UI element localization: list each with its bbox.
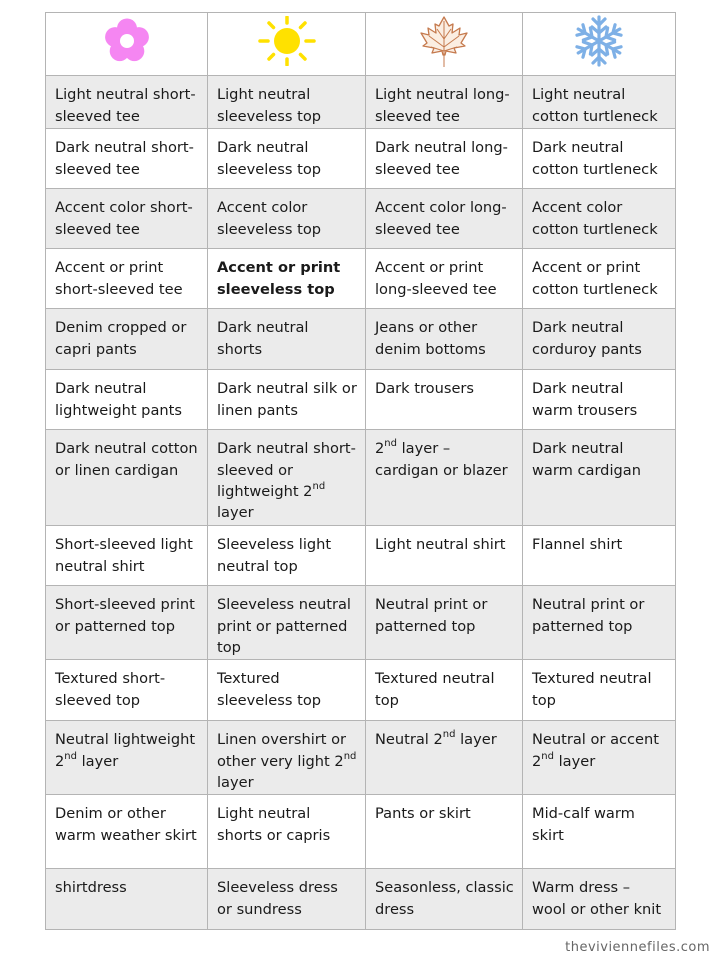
ordinal-suffix: nd xyxy=(64,750,77,762)
table-cell: Denim or other warm weather skirt xyxy=(46,795,208,869)
snowflake-icon xyxy=(571,13,627,69)
autumn-header-cell xyxy=(366,13,523,76)
cell-text: layer xyxy=(217,773,254,791)
ordinal-suffix: nd xyxy=(442,729,456,741)
table-cell: Accent color sleeveless top xyxy=(208,189,366,249)
table-cell xyxy=(366,721,523,795)
table-cell xyxy=(208,430,366,526)
table-cell xyxy=(46,721,208,795)
table-cell: Dark neutral cotton or linen cardigan xyxy=(46,430,208,526)
table-cell: Sleeveless light neutral top xyxy=(208,526,366,586)
table-cell: Neutral print or patterned top xyxy=(523,586,676,660)
table-cell: Accent color long-sleeved tee xyxy=(366,189,523,249)
table-cell: shirtdress xyxy=(46,869,208,930)
table-cell: Light neutral cotton turtleneck xyxy=(523,76,676,129)
table-row xyxy=(46,526,676,586)
cell-text: Neutral 2 xyxy=(375,731,443,749)
table-cell: Accent or print short-sleeved tee xyxy=(46,249,208,309)
cell-text: layer xyxy=(76,752,119,770)
ordinal-suffix: nd xyxy=(343,750,357,762)
table-cell: Accent color short-sleeved tee xyxy=(46,189,208,249)
table-cell: Denim cropped or capri pants xyxy=(46,309,208,370)
cell-text: Linen overshirt or other very light 2 xyxy=(217,731,347,770)
table-row xyxy=(46,795,676,869)
table-row xyxy=(46,189,676,249)
cell-text: 2 xyxy=(375,440,385,458)
table-cell xyxy=(208,721,366,795)
cell-text: layer – cardigan or blazer xyxy=(375,440,508,479)
table-cell: Accent or print long-sleeved tee xyxy=(366,249,523,309)
flower-icon xyxy=(101,15,153,67)
table-row xyxy=(46,309,676,370)
table-cell: Light neutral sleeveless top xyxy=(208,76,366,129)
site-watermark: theviviennefiles.com xyxy=(565,940,710,955)
table-cell: Pants or skirt xyxy=(366,795,523,869)
sun-icon xyxy=(258,16,316,66)
table-cell: Dark neutral sleeveless top xyxy=(208,129,366,189)
winter-header-cell xyxy=(523,13,676,76)
table-cell: Light neutral shirt xyxy=(366,526,523,586)
table-row xyxy=(46,129,676,189)
table-cell: Accent or print cotton turtleneck xyxy=(523,249,676,309)
leaf-icon xyxy=(418,13,470,69)
table-cell: Light neutral long-sleeved tee xyxy=(366,76,523,129)
table-cell: Textured neutral top xyxy=(366,660,523,721)
table-cell: Flannel shirt xyxy=(523,526,676,586)
table-cell: Neutral print or patterned top xyxy=(366,586,523,660)
cell-text: layer xyxy=(217,504,254,522)
table-cell: Short-sleeved light neutral shirt xyxy=(46,526,208,586)
table-cell: Short-sleeved print or patterned top xyxy=(46,586,208,660)
table-row xyxy=(46,76,676,129)
table-cell: Light neutral short-sleeved tee xyxy=(46,76,208,129)
cell-text: Neutral lightweight 2 xyxy=(55,731,196,770)
table-cell: Dark neutral lightweight pants xyxy=(46,370,208,430)
season-icon-row xyxy=(46,13,676,76)
capsule-wardrobe-table xyxy=(45,12,676,930)
table-cell xyxy=(523,721,676,795)
table-cell: Textured neutral top xyxy=(523,660,676,721)
table-cell: Dark neutral corduroy pants xyxy=(523,309,676,370)
table-cell: Light neutral shorts or capris xyxy=(208,795,366,869)
table-cell: Accent color cotton turtleneck xyxy=(523,189,676,249)
table-cell: Dark neutral long-sleeved tee xyxy=(366,129,523,189)
table-cell: Dark trousers xyxy=(366,370,523,430)
table-cell: Seasonless, classic dress xyxy=(366,869,523,930)
cell-text: layer xyxy=(553,752,596,770)
cell-text: Neutral or accent 2 xyxy=(532,731,660,770)
table-row xyxy=(46,721,676,795)
table-cell: Sleeveless neutral print or patterned top xyxy=(208,586,366,660)
table-cell: Textured short-sleeved top xyxy=(46,660,208,721)
table-cell: Dark neutral short-sleeved tee xyxy=(46,129,208,189)
table-cell: Jeans or other denim bottoms xyxy=(366,309,523,370)
table-row xyxy=(46,586,676,660)
table-cell xyxy=(208,249,366,309)
table-cell xyxy=(366,430,523,526)
table-row xyxy=(46,869,676,930)
ordinal-suffix: nd xyxy=(384,438,397,450)
cell-text: layer xyxy=(455,731,497,749)
summer-header-cell xyxy=(208,13,366,76)
table-cell: Mid-calf warm skirt xyxy=(523,795,676,869)
table-cell: Dark neutral shorts xyxy=(208,309,366,370)
table-cell: Dark neutral cotton turtleneck xyxy=(523,129,676,189)
table-cell: Dark neutral warm trousers xyxy=(523,370,676,430)
ordinal-suffix: nd xyxy=(541,750,554,762)
table-row xyxy=(46,660,676,721)
table-cell: Dark neutral silk or linen pants xyxy=(208,370,366,430)
spring-header-cell xyxy=(46,13,208,76)
table-row xyxy=(46,249,676,309)
table-cell: Sleeveless dress or sundress xyxy=(208,869,366,930)
table-row xyxy=(46,370,676,430)
table-cell: Textured sleeveless top xyxy=(208,660,366,721)
table-row xyxy=(46,430,676,526)
highlighted-item: Accent or print sleeveless top xyxy=(217,259,341,298)
table-cell: Dark neutral warm cardigan xyxy=(523,430,676,526)
cell-text: Dark neutral short-sleeved or lightweight 2 xyxy=(217,440,356,500)
ordinal-suffix: nd xyxy=(312,481,326,493)
table-cell: Warm dress – wool or other knit xyxy=(523,869,676,930)
